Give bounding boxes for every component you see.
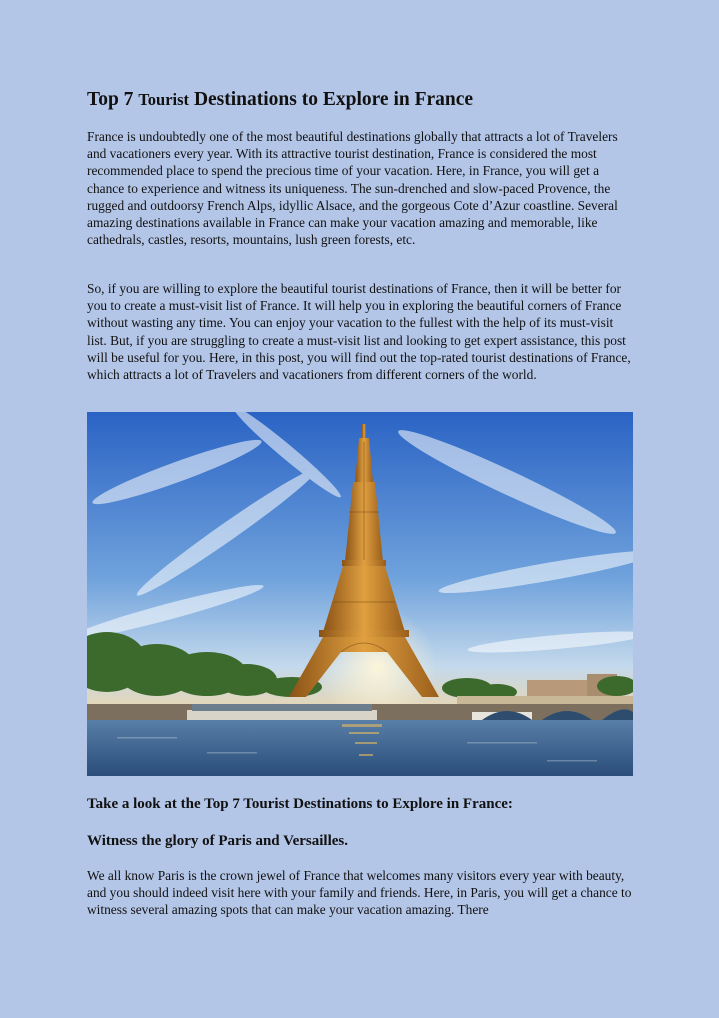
eiffel-tower-photo: [87, 412, 633, 776]
intro-paragraph: France is undoubtedly one of the most beautiful destinations globally that attracts a lot of Travelers and vacationers every year. With its attractive tourist destination, France is considered the most recommended place to spend the precious time of your vacation. Here, in France, you will get a chance to experience and witness its uniqueness. The sun-drenched and slow-paced Provence, the rugged and outdoorsy French Alps, idyllic Alsace, and the gorgeous Cote d’Azur coastline. Several amazing destinations available in France can make your vacation amazing and memorable, like cathedrals, castles, resorts, mountains, lush green forests, etc.: [87, 129, 618, 248]
page-title: [87, 88, 473, 112]
second-paragraph: So, if you are willing to explore the beautiful tourist destinations of France, then it will be better for you to create a must-visit list of France. It will help you in exploring the beautiful corners of France without wasting any time. You can enjoy your vacation to the fullest with the help of its must-visit list. But, if you are struggling to create a must-visit list and looking to get expert assistance, this post will be useful for you. Here, in this post, you will find out the top-rated tourist destinations of France, which attracts a lot of Travelers and vacationers from different corners of the world.: [87, 281, 631, 383]
title-part-3: Destinations to Explore in France: [189, 89, 474, 110]
subsection-heading: Witness the glory of Paris and Versailles.: [87, 833, 348, 849]
section-heading: Take a look at the Top 7 Tourist Destinations to Explore in France:: [87, 796, 513, 812]
title-part-1: Top 7: [87, 89, 139, 110]
title-part-2: Tourist: [138, 90, 190, 109]
paris-paragraph: We all know Paris is the crown jewel of France that welcomes many visitors every year with beauty, and you should indeed visit here with your family and friends. Here, in Paris, you will get a chance to witness several amazing spots that can make your vacation amazing. There: [87, 868, 632, 918]
